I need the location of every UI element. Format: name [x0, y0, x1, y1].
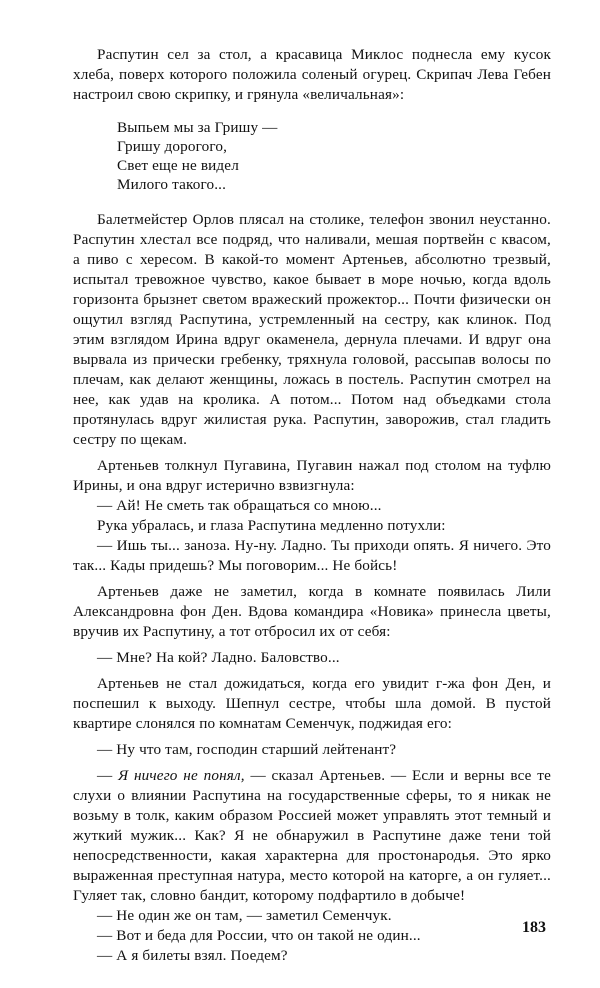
paragraph: Балетмейстер Орлов плясал на столике, телефон звонил неустанно. Распутин хлестал все подряд, что наливали, мешая портвейн с квасом, а пиво с хересом. В какой-то момент Артеньев, абсолютно трезвый, испытал тревожное чувство, какое бывает в море ночью, когда вдоль горизонта брызнет светом вражеский прожектор... Почти физически он ощутил взгляд Распутина, устремленный на сестру, как клинок. Под этим взглядом Ирина вдруг окаменела, дернула плечами. И вдруг она вырвала из прически гребенку, тряхнула головой, рассыпав волосы по плечам, как делают женщины, ложась в постель. Распутин смотрел на нее, как удав на кролика. А потом... Потом над объедками стола протянулась вдруг жилистая рука. Распутин, заворожив, стал гладить сестру по щекам. — [73, 211, 551, 448]
dialog-line: — А я билеты взял. Поедем? — [97, 947, 288, 964]
dialog-line: — Ишь ты... заноза. Ну-ну. Ладно. Ты приходи опять. Я ничего. Это так... Кады придешь? Мы поговорим... Не бойсь! — [73, 537, 551, 574]
dash: — — [97, 767, 119, 784]
verse-line: Свет еще не видел — [117, 157, 239, 174]
verse-line: Милого такого... — [117, 176, 227, 193]
verse-block — [117, 118, 551, 194]
dialog-line: — Мне? На кой? Ладно. Баловство... — [97, 649, 340, 666]
dialog-paragraph — [73, 766, 551, 906]
paragraph: Артеньев даже не заметил, когда в комнате появилась Лили Александровна фон Ден. Вдова командира «Новика» принесла цветы, вручив их Распутину, а тот отбросил их от себя: — [73, 583, 551, 640]
dialog-line: — Ну что там, господин старший лейтенант? — [97, 741, 397, 758]
page-number: 183 — [522, 919, 546, 936]
dialog-line: — Не один же он там, — заметил Семенчук. — [97, 907, 392, 924]
dialog-line: — Вот и беда для России, что он такой не один... — [97, 927, 421, 944]
paragraph: Рука убралась, и глаза Распутина медленно потухли: — [97, 517, 446, 534]
paragraph: Артеньев толкнул Пугавина, Пугавин нажал под столом на туфлю Ирины, и она вдруг истерично взвизгнула: — [73, 457, 551, 494]
italic-phrase: Я ничего не понял, — [118, 767, 245, 784]
paragraph: Артеньев не стал дожидаться, когда его увидит г-жа фон Ден, и поспешил к выходу. Шепнул сестре, чтобы шла домой. В пустой квартире слонялся по комнатам Семенчук, поджидая его: — [73, 675, 551, 732]
verse-line: Выпьем мы за Гришу — — [117, 119, 278, 136]
paragraph: Распутин сел за стол, а красавица Миклос поднесла ему кусок хлеба, поверх которого положила соленый огурец. Скрипач Лева Гебен настроил свою скрипку, и грянула «величальная»: — [73, 46, 551, 103]
verse-line: Гришу дорогого, — [117, 138, 228, 155]
dialog-rest: — сказал Артеньев. — Если и верны все те слухи о влиянии Распутина на государственные сферы, то я никак не возьму в толк, каким образом Россией может управлять этот темный и жуткий мужик... Как? Я не обнаружил в Распутине даже тени той непосредственности, какая характерна для простонародья. Это ярко выраженная преступная натура, место которой на каторге, а он гуляет... Гуляет так, словно бандит, которому подфартило в добыче! — [73, 767, 551, 904]
dialog-line: — Ай! Не сметь так обращаться со мною... — [97, 497, 382, 514]
text-column — [73, 45, 551, 966]
